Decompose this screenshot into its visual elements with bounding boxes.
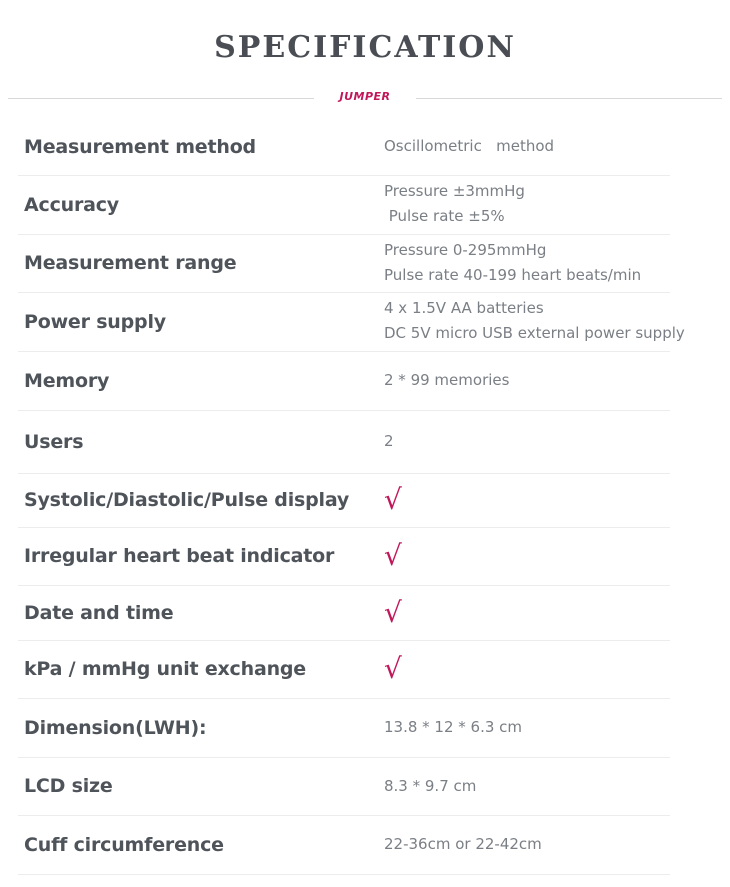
- spec-value: [384, 351, 509, 410]
- spec-label: Cuff circumference: [24, 833, 224, 856]
- spec-label: Users: [24, 430, 84, 453]
- check-icon: √: [384, 483, 402, 516]
- spec-value-line: 4 x 1.5V AA batteries: [384, 299, 544, 317]
- spec-value: [384, 292, 685, 355]
- spec-value-line: Pulse rate ±5%: [384, 207, 505, 225]
- spec-row: [18, 292, 685, 352]
- brand-row: [0, 88, 730, 108]
- spec-value-line: 8.3 * 9.7 cm: [384, 776, 477, 795]
- spec-row: [18, 410, 670, 474]
- spec-value: [384, 698, 522, 757]
- spec-value-line: 22-36cm or 22-42cm: [384, 835, 542, 853]
- spec-value-line: DC 5V micro USB external power supply: [384, 324, 685, 342]
- spec-label: kPa / mmHg unit exchange: [24, 658, 306, 680]
- spec-value-line: Pressure ±3mmHg: [384, 182, 525, 200]
- spec-row: [18, 815, 670, 875]
- spec-row: [18, 585, 670, 641]
- brand-logo: JUMPER: [339, 90, 391, 103]
- spec-value: [384, 815, 542, 874]
- spec-row: [18, 234, 670, 293]
- spec-value: [384, 757, 476, 815]
- spec-row: [18, 698, 670, 758]
- spec-value: [384, 175, 525, 238]
- spec-label: Measurement method: [24, 135, 256, 158]
- brand-divider-right: [416, 98, 722, 99]
- spec-label: Measurement range: [24, 252, 237, 274]
- spec-value: [384, 410, 394, 473]
- spec-row: [18, 757, 670, 816]
- spec-label: LCD size: [24, 775, 113, 797]
- spec-value: [384, 527, 402, 585]
- spec-row: [18, 473, 670, 528]
- spec-value: [384, 640, 402, 698]
- check-icon: √: [384, 652, 402, 685]
- spec-value-line: Oscillometric method: [384, 137, 555, 155]
- spec-row: [18, 118, 670, 176]
- brand-divider-left: [8, 98, 314, 99]
- spec-label: Irregular heart beat indicator: [24, 545, 335, 567]
- spec-value-line: 2 * 99 memories: [384, 371, 510, 389]
- spec-label: Dimension(LWH):: [24, 716, 207, 739]
- spec-row: [18, 351, 670, 411]
- spec-value: [384, 234, 641, 296]
- spec-row: [18, 175, 670, 235]
- spec-value: [384, 585, 402, 640]
- spec-value: [384, 473, 402, 527]
- spec-value-line: Pressure 0-295mmHg: [384, 241, 547, 259]
- spec-label: Systolic/Diastolic/Pulse display: [24, 489, 350, 511]
- check-icon: √: [384, 595, 402, 629]
- spec-label: Date and time: [24, 601, 174, 624]
- spec-label: Accuracy: [24, 193, 119, 216]
- spec-value-line: 2: [384, 432, 394, 450]
- check-icon: √: [384, 539, 402, 572]
- spec-row: [18, 527, 670, 586]
- page-title: SPECIFICATION: [214, 30, 516, 65]
- spec-value: [384, 118, 554, 175]
- spec-value-line: 13.8 * 12 * 6.3 cm: [384, 718, 523, 736]
- spec-label: Power supply: [24, 310, 166, 333]
- spec-row: [18, 640, 670, 699]
- spec-value-line: Pulse rate 40-199 heart beats/min: [384, 266, 642, 284]
- spec-label: Memory: [24, 369, 110, 392]
